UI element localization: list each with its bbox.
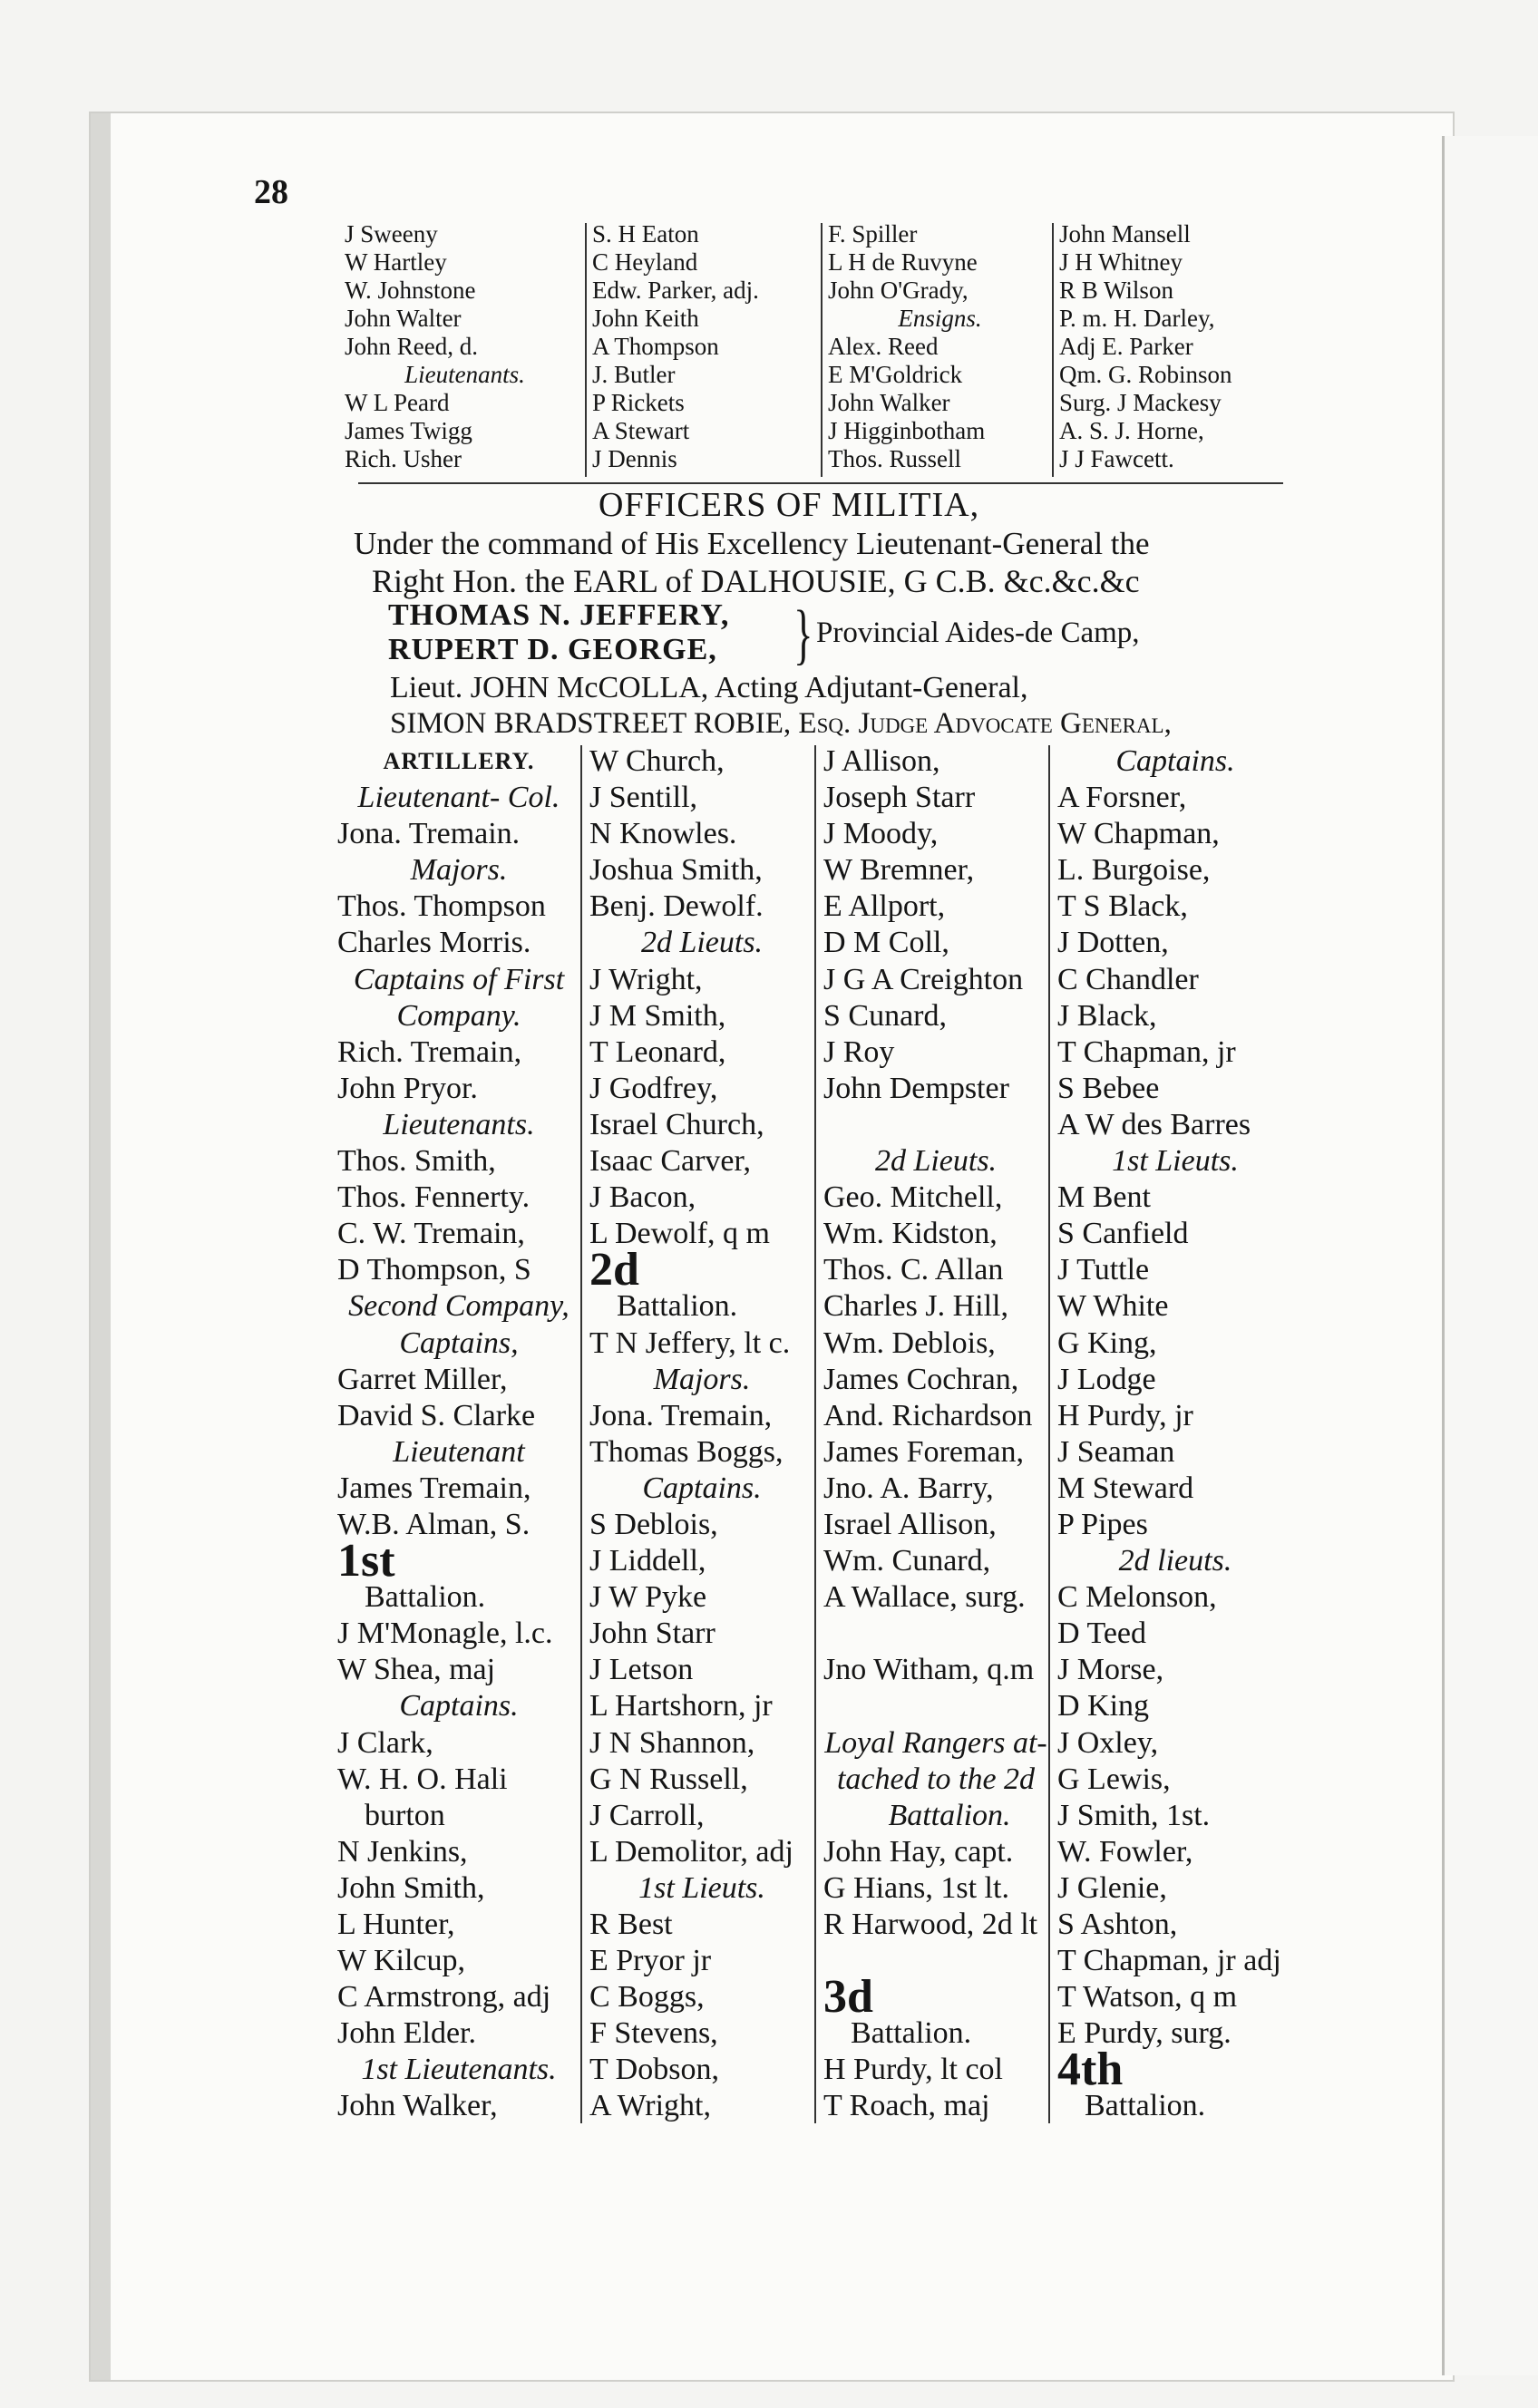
main-line: John Walker, — [337, 2089, 498, 2123]
column-4 — [1048, 743, 1293, 2125]
main-line: 2d — [589, 1252, 639, 1289]
top-line: L H de Ruvyne — [828, 248, 978, 276]
top-line: J H Whitney — [1059, 248, 1183, 276]
main-line: L Hartshorn, jr — [589, 1689, 773, 1723]
top-line: Edw. Parker, adj. — [592, 277, 759, 304]
main-line: Captains. — [1115, 744, 1235, 778]
main-line: J Wright, — [589, 962, 703, 996]
main-line: Battalion. — [888, 1798, 1011, 1832]
page-number: 28 — [254, 173, 288, 211]
main-line: 2d Lieuts. — [640, 926, 764, 960]
main-line: L. Burgoise, — [1057, 853, 1211, 888]
top-divider — [358, 482, 1283, 484]
aides-role: Provincial Aides-de Camp, — [816, 617, 1140, 649]
main-line: S Deblois, — [589, 1507, 718, 1541]
main-line: T Chapman, jr adj — [1057, 1944, 1281, 1978]
main-line: D M Coll, — [823, 926, 949, 960]
main-line: G N Russell, — [589, 1762, 748, 1796]
main-line: L Hunter, — [337, 1908, 455, 1941]
top-line: Alex. Reed — [828, 333, 939, 360]
main-line: S Canfield — [1057, 1217, 1189, 1251]
main-line: 1st Lieuts. — [1112, 1144, 1239, 1179]
main-line: J Glenie, — [1057, 1870, 1167, 1905]
main-line: T S Black, — [1057, 889, 1188, 924]
main-line: H Purdy, lt col — [823, 2053, 1004, 2087]
militia-title: OFFICERS OF MILITIA, — [599, 486, 980, 524]
main-line: C Melonson, — [1057, 1580, 1217, 1615]
main-line: L Demolitor, adj — [589, 1834, 793, 1869]
main-line: Israel Church, — [589, 1107, 764, 1141]
main-line: T N Jeffery, lt c. — [589, 1325, 791, 1360]
main-line: Majors. — [410, 853, 508, 888]
main-line: A Wallace, surg. — [823, 1580, 1026, 1615]
main-line: Loyal Rangers at- — [824, 1725, 1047, 1760]
top-line: W. Johnstone — [345, 277, 476, 304]
main-line: J Liddell, — [589, 1544, 706, 1578]
aide-name-1: THOMAS N. JEFFERY, — [388, 598, 730, 632]
main-line: J G A Creighton — [823, 962, 1024, 996]
top-line: F. Spiller — [828, 220, 918, 248]
main-line: J W Pyke — [589, 1580, 707, 1615]
main-line: Wm. Deblois, — [823, 1325, 996, 1360]
main-line: W. Fowler, — [1057, 1834, 1193, 1869]
main-line: And. Richardson — [823, 1398, 1033, 1432]
main-line: Battalion. — [365, 1580, 486, 1615]
main-line: Battalion. — [1085, 2089, 1206, 2123]
main-line: W. H. O. Hali — [337, 1762, 508, 1796]
main-line: A W des Barres — [1057, 1107, 1251, 1141]
top-line: Thos. Russell — [828, 445, 962, 472]
main-line: L Dewolf, q m — [589, 1217, 770, 1251]
top-line: A. S. J. Horne, — [1059, 417, 1204, 444]
main-line: John Dempster — [823, 1071, 1009, 1105]
top-line: J Higginbotham — [828, 417, 986, 444]
main-line: Isaac Carver, — [589, 1144, 751, 1179]
main-line: Captains. — [399, 1689, 519, 1723]
main-line: John Hay, capt. — [823, 1834, 1014, 1869]
main-line: J Moody, — [823, 817, 939, 851]
top-line: R B Wilson — [1059, 277, 1173, 304]
main-line: Thos. Fennerty. — [337, 1180, 531, 1215]
main-line — [823, 1943, 1048, 1979]
main-line: D Teed — [1057, 1617, 1147, 1651]
main-line: Battalion. — [617, 1289, 738, 1324]
main-line: N Jenkins, — [337, 1834, 468, 1869]
main-line: Joshua Smith, — [589, 853, 763, 888]
command-line: Under the command of His Excellency Lieutenant-General the — [354, 526, 1150, 561]
main-line: Company. — [396, 998, 521, 1033]
top-line: J. Butler — [592, 361, 676, 388]
main-line: E Allport, — [823, 889, 946, 924]
main-line: N Knowles. — [589, 817, 737, 851]
main-line: A Forsner, — [1057, 781, 1187, 815]
main-line: 1st Lieutenants. — [361, 2053, 557, 2087]
main-line: David S. Clarke — [337, 1398, 536, 1432]
main-line: J Carroll, — [589, 1798, 705, 1832]
main-line: 2d lieuts. — [1118, 1544, 1232, 1578]
top-column-2 — [585, 220, 821, 473]
main-line: James Tremain, — [337, 1471, 531, 1505]
main-line: Captains of First — [353, 962, 565, 996]
main-line: J Morse, — [1057, 1653, 1164, 1687]
main-line: Rich. Tremain, — [337, 1034, 522, 1069]
top-rule-1 — [585, 223, 587, 477]
main-line: G King, — [1057, 1325, 1157, 1360]
earl-line: Right Hon. the EARL of DALHOUSIE, G C.B. &c.&c.&c — [372, 563, 1140, 599]
main-line: W White — [1057, 1289, 1169, 1324]
top-line: John Mansell — [1059, 220, 1191, 248]
main-line: C Boggs, — [589, 1980, 705, 2015]
top-line: John Walker — [828, 389, 950, 416]
main-line — [823, 1616, 1048, 1652]
main-line: J Godfrey, — [589, 1071, 718, 1105]
main-line: S Ashton, — [1057, 1908, 1178, 1941]
main-line: C Chandler — [1057, 962, 1199, 996]
top-line: Lieutenants. — [404, 361, 525, 388]
main-line: J Smith, 1st. — [1057, 1798, 1211, 1832]
main-line: James Foreman, — [823, 1434, 1024, 1469]
main-line: F Stevens, — [589, 2016, 718, 2051]
top-line: Adj E. Parker — [1059, 333, 1193, 360]
main-line: W Kilcup, — [337, 1944, 466, 1978]
main-line: T Chapman, jr — [1057, 1034, 1236, 1069]
main-line: T Watson, q m — [1057, 1980, 1238, 2015]
main-line: Thos. C. Allan — [823, 1253, 1004, 1287]
main-line: S Cunard, — [823, 998, 947, 1033]
main-line: J Letson — [589, 1653, 694, 1687]
main-line: J M Smith, — [589, 998, 726, 1033]
top-line: P. m. H. Darley, — [1059, 305, 1215, 332]
main-line: W Bremner, — [823, 853, 975, 888]
main-line: Captains, — [399, 1325, 519, 1360]
brace: } — [793, 597, 813, 672]
main-line: Majors. — [653, 1362, 751, 1396]
main-line: S Bebee — [1057, 1071, 1160, 1105]
main-line: H Purdy, jr — [1057, 1398, 1193, 1432]
top-column-1 — [345, 220, 585, 473]
main-line: Lieutenant — [393, 1434, 525, 1469]
main-rule-1 — [580, 745, 582, 2123]
main-line: J Clark, — [337, 1725, 433, 1760]
main-line: R Harwood, 2d lt — [823, 1908, 1038, 1941]
column-3 — [814, 743, 1048, 2125]
main-line: J N Shannon, — [589, 1725, 755, 1760]
main-line: J Allison, — [823, 744, 940, 778]
main-line: A Wright, — [589, 2089, 712, 2123]
main-line: Jona. Tremain, — [589, 1398, 773, 1432]
main-line: D Thompson, S — [337, 1253, 531, 1287]
main-line: Joseph Starr — [823, 781, 976, 815]
main-line: T Dobson, — [589, 2053, 719, 2087]
main-line: G Lewis, — [1057, 1762, 1171, 1796]
main-line: Jona. Tremain. — [337, 817, 521, 851]
main-line: W Church, — [589, 744, 725, 778]
main-line: Lieutenants. — [383, 1107, 535, 1141]
main-line: James Cochran, — [823, 1362, 1019, 1396]
main-line: C. W. Tremain, — [337, 1217, 525, 1251]
top-line: J Sweeny — [345, 220, 438, 248]
top-line: John O'Grady, — [828, 277, 969, 304]
main-line: 1st — [337, 1543, 395, 1580]
top-line: Qm. G. Robinson — [1059, 361, 1232, 388]
column-artillery — [337, 743, 580, 2125]
main-line: J Black, — [1057, 998, 1157, 1033]
adjutant-line: Lieut. JOHN McCOLLA, Acting Adjutant-General, — [390, 671, 1028, 704]
main-line: Benj. Dewolf. — [589, 889, 764, 924]
main-line: J Oxley, — [1057, 1725, 1159, 1760]
top-line: Ensigns. — [898, 305, 982, 332]
main-line: burton — [365, 1798, 445, 1832]
main-line: 3d — [823, 1979, 873, 2016]
top-line: A Stewart — [592, 417, 690, 444]
top-line: James Twigg — [345, 417, 472, 444]
main-line: W Shea, maj — [337, 1653, 496, 1687]
column-2 — [580, 743, 814, 2125]
main-line: M Bent — [1057, 1180, 1151, 1215]
main-line: G Hians, 1st lt. — [823, 1870, 1009, 1905]
main-rule-3 — [1048, 745, 1050, 2123]
main-line: E Purdy, surg. — [1057, 2016, 1231, 2051]
judge-line: SIMON BRADSTREET ROBIE, Esq. Judge Advocate General, — [390, 707, 1172, 740]
main-line: Charles Morris. — [337, 926, 531, 960]
main-line: T Roach, maj — [823, 2089, 990, 2123]
main-line: W Chapman, — [1057, 817, 1220, 851]
top-line: John Keith — [592, 305, 699, 332]
main-line: ARTILLERY. — [383, 748, 535, 774]
top-column-3 — [821, 220, 1052, 473]
main-line: J Sentill, — [589, 781, 698, 815]
main-line: Thos. Smith, — [337, 1144, 496, 1179]
main-line: Geo. Mitchell, — [823, 1180, 1003, 1215]
top-line: Rich. Usher — [345, 445, 462, 472]
main-line: 2d Lieuts. — [874, 1144, 998, 1179]
top-line: E M'Goldrick — [828, 361, 963, 388]
main-line: Jno. A. Barry, — [823, 1471, 994, 1505]
main-line — [823, 1688, 1048, 1724]
main-line: Israel Allison, — [823, 1507, 997, 1541]
top-line: Surg. J Mackesy — [1059, 389, 1222, 416]
main-line: J M'Monagle, l.c. — [337, 1617, 553, 1651]
main-line: J Dotten, — [1057, 926, 1169, 960]
main-line: J Roy — [823, 1034, 895, 1069]
main-line: 4th — [1057, 2052, 1124, 2089]
main-line: John Pryor. — [337, 1071, 478, 1105]
top-line: W L Peard — [345, 389, 450, 416]
main-line: J Lodge — [1057, 1362, 1156, 1396]
main-line: Wm. Cunard, — [823, 1544, 991, 1578]
main-line: R Best — [589, 1908, 673, 1941]
top-line: J J Fawcett. — [1059, 445, 1174, 472]
top-line: W Hartley — [345, 248, 447, 276]
top-rule-2 — [821, 223, 823, 477]
main-line: C Armstrong, adj — [337, 1980, 551, 2015]
main-rule-2 — [814, 745, 816, 2123]
main-line: Lieutenant- Col. — [357, 781, 560, 815]
top-line: John Walter — [345, 305, 462, 332]
main-line: P Pipes — [1057, 1507, 1148, 1541]
main-line: John Smith, — [337, 1870, 485, 1905]
top-list — [345, 220, 1292, 473]
aide-name-2: RUPERT D. GEORGE, — [388, 633, 717, 666]
top-line: P Rickets — [592, 389, 685, 416]
top-line: A Thompson — [592, 333, 719, 360]
main-line: Thomas Boggs, — [589, 1434, 784, 1469]
main-line: D King — [1057, 1689, 1150, 1723]
main-line: Wm. Kidston, — [823, 1217, 998, 1251]
top-line: C Heyland — [592, 248, 698, 276]
main-line: E Pryor jr — [589, 1944, 712, 1978]
main-line: J Tuttle — [1057, 1253, 1150, 1287]
main-line — [823, 1107, 1048, 1143]
top-rule-3 — [1052, 223, 1054, 477]
top-line: S. H Eaton — [592, 220, 699, 248]
facing-page-edge — [1442, 136, 1538, 2375]
main-line: John Starr — [589, 1617, 715, 1651]
main-line: Second Company, — [348, 1289, 569, 1324]
top-line: John Reed, d. — [345, 333, 478, 360]
top-line: J Dennis — [592, 445, 677, 472]
top-column-4 — [1052, 220, 1292, 473]
main-line: Thos. Thompson — [337, 889, 546, 924]
main-line: tached to the 2d — [836, 1762, 1036, 1796]
main-line: Jno Witham, q.m — [823, 1653, 1035, 1687]
main-line: J Seaman — [1057, 1434, 1175, 1469]
main-line: 1st Lieuts. — [638, 1870, 765, 1905]
main-line: Charles J. Hill, — [823, 1289, 1008, 1324]
main-line: Captains. — [642, 1471, 762, 1505]
main-line: T Leonard, — [589, 1034, 726, 1069]
main-line: W.B. Alman, S. — [337, 1507, 531, 1541]
main-line: Garret Miller, — [337, 1362, 508, 1396]
main-line: Battalion. — [851, 2016, 972, 2051]
main-line: J Bacon, — [589, 1180, 696, 1215]
main-line: John Elder. — [337, 2016, 476, 2051]
main-line: M Steward — [1057, 1471, 1194, 1505]
